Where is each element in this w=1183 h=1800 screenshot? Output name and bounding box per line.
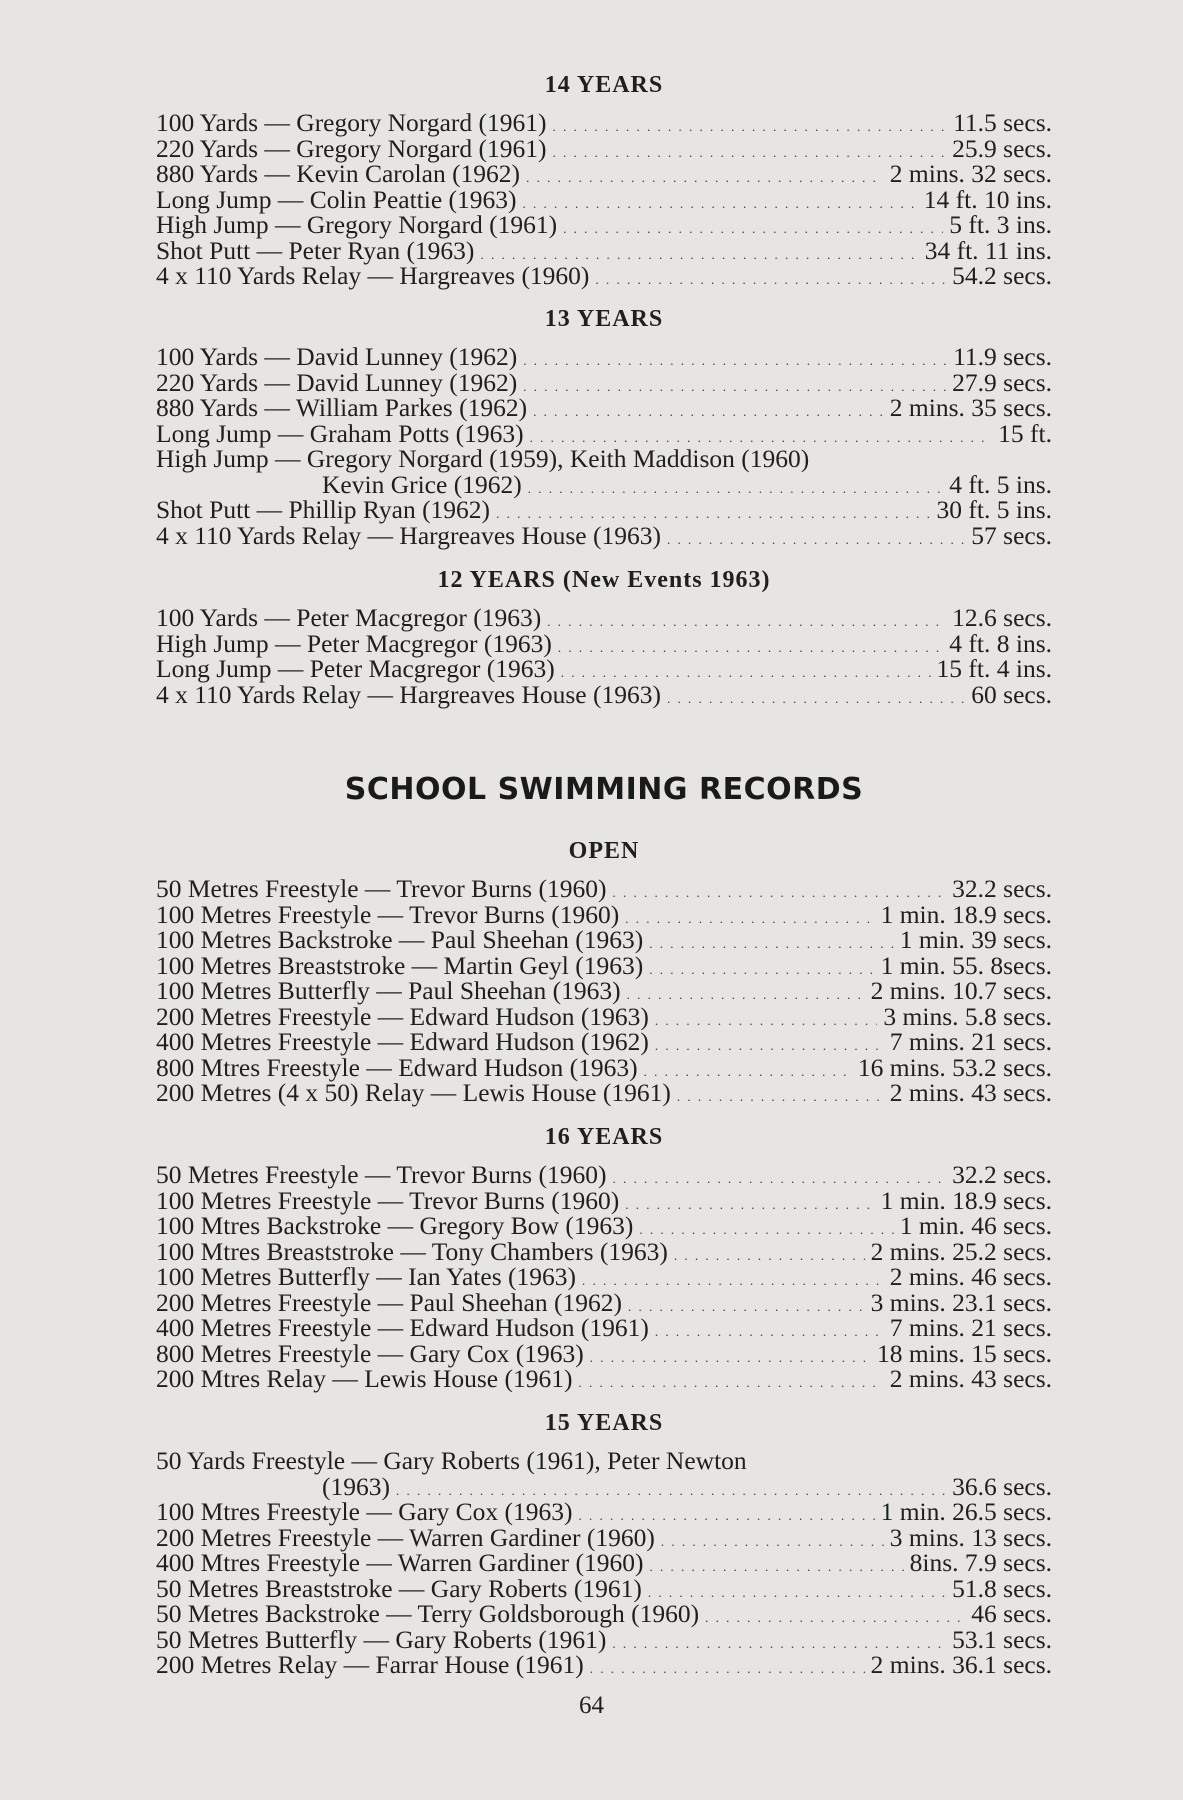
athletics-14-years-section: [156, 70, 1052, 289]
dot-leader: [590, 1656, 865, 1682]
record-event: High Jump — Peter Macgregor (1963): [156, 628, 552, 658]
dot-leader: [625, 906, 874, 932]
records-group: [156, 1499, 1052, 1678]
section-heading: 14 YEARS: [544, 72, 664, 98]
record-event: 4 x 110 Yards Relay — Hargreaves (1960): [156, 261, 590, 290]
record-event: 50 Metres Breaststroke — Gary Roberts (1961): [156, 1573, 642, 1603]
record-row: [156, 1338, 1052, 1368]
dot-leader: [563, 216, 943, 242]
record-event: 400 Metres Freestyle — Edward Hudson (1961): [156, 1313, 649, 1342]
record-value: 32.2 secs.: [952, 1160, 1052, 1189]
record-row: [156, 184, 1052, 214]
dot-leader: [558, 635, 943, 661]
record-row: [156, 1162, 1052, 1188]
record-row: [156, 1601, 1052, 1627]
record-row: [156, 679, 1052, 709]
record-row: [156, 927, 1052, 953]
record-value: 15 ft. 4 ins.: [936, 654, 1052, 683]
record-event: 100 Metres Breaststroke — Martin Geyl (1963): [156, 950, 644, 980]
record-value: 2 mins. 46 secs.: [889, 1262, 1052, 1291]
records-list: [156, 110, 1052, 289]
record-row: [156, 1080, 1052, 1106]
record-event: 50 Metres Backstroke — Terry Goldsborough (1960): [156, 1599, 700, 1628]
records-list: [156, 1448, 1052, 1678]
record-event: 800 Metres Freestyle — Gary Cox (1963): [156, 1338, 584, 1368]
record-event: 50 Metres Butterfly — Gary Roberts (1961): [156, 1624, 607, 1654]
record-row: [156, 628, 1052, 658]
swimming-15-years-section: [156, 1408, 1052, 1678]
record-row: [156, 1185, 1052, 1215]
record-row: [156, 395, 1052, 421]
record-event: High Jump — Gregory Norgard (1961): [156, 210, 558, 239]
record-row: [156, 656, 1052, 682]
record-value: 12.6 secs.: [952, 603, 1052, 632]
record-event: 50 Metres Freestyle — Trevor Burns (1960): [156, 1160, 607, 1189]
dot-leader: [661, 1529, 884, 1555]
record-row: [156, 367, 1052, 397]
dot-leader: [578, 1370, 883, 1396]
dot-leader: [528, 476, 944, 502]
record-value: 1 min. 39 secs.: [899, 925, 1052, 954]
record-row: [156, 344, 1052, 370]
record-value: 4 ft. 8 ins.: [949, 628, 1052, 658]
record-value: 7 mins. 21 secs.: [889, 1027, 1052, 1056]
record-row: [156, 1448, 1052, 1474]
record-event: 50 Metres Freestyle — Trevor Burns (1960): [156, 874, 607, 903]
record-value: 3 mins. 23.1 secs.: [870, 1287, 1052, 1317]
record-row: [156, 950, 1052, 980]
dot-leader: [523, 191, 918, 217]
records-group: [156, 344, 1052, 446]
section-heading: OPEN: [568, 838, 640, 864]
athletics-13-years-section: [156, 304, 1052, 548]
record-value: 34 ft. 11 ins.: [924, 235, 1052, 265]
record-value: 60 secs.: [971, 679, 1052, 709]
record-row: [156, 1001, 1052, 1031]
record-row-continued: [156, 469, 1052, 499]
dot-leader: [677, 1084, 884, 1110]
record-event: 400 Mtres Freestyle — Warren Gardiner (1960): [156, 1548, 644, 1577]
record-value: 46 secs.: [971, 1599, 1052, 1628]
dot-leader: [552, 114, 947, 140]
record-event: 200 Metres Freestyle — Edward Hudson (1963): [156, 1001, 649, 1031]
record-event: Kevin Grice (1962): [322, 469, 522, 499]
record-event: 100 Yards — Peter Macgregor (1963): [156, 603, 542, 632]
record-event: 50 Yards Freestyle — Gary Roberts (1961), Peter Newton: [156, 1446, 747, 1475]
record-value: 2 mins. 32 secs.: [889, 159, 1052, 188]
record-event: 200 Mtres Relay — Lewis House (1961): [156, 1364, 573, 1393]
record-value: 2 mins. 25.2 secs.: [870, 1236, 1052, 1266]
dot-leader: [639, 1217, 893, 1243]
record-event: 100 Mtres Freestyle — Gary Cox (1963): [156, 1497, 573, 1526]
record-event: 100 Mtres Breaststroke — Tony Chambers (1963): [156, 1236, 668, 1266]
record-event: 100 Metres Butterfly — Ian Yates (1963): [156, 1262, 576, 1291]
record-row: [156, 1499, 1052, 1525]
record-event: (1963): [322, 1471, 390, 1501]
dot-leader: [650, 1554, 904, 1580]
record-row: [156, 212, 1052, 238]
record-value: 51.8 secs.: [952, 1573, 1052, 1603]
record-event: 100 Mtres Backstroke — Gregory Bow (1963): [156, 1211, 634, 1240]
record-event: 100 Yards — Gregory Norgard (1961): [156, 108, 547, 137]
record-row: [156, 1029, 1052, 1055]
record-value: 25.9 secs.: [952, 133, 1052, 163]
record-row: [156, 1287, 1052, 1317]
record-value: 57 secs.: [971, 520, 1052, 550]
dot-leader: [628, 1294, 865, 1320]
dot-leader: [644, 1059, 852, 1085]
record-row: [156, 1522, 1052, 1552]
record-value: 11.9 secs.: [953, 342, 1052, 371]
dot-leader: [523, 374, 946, 400]
record-event: Shot Putt — Phillip Ryan (1962): [156, 495, 491, 524]
record-value: 11.5 secs.: [953, 108, 1052, 137]
dot-leader: [655, 1033, 884, 1059]
record-row: [156, 978, 1052, 1004]
record-event: 100 Yards — David Lunney (1962): [156, 342, 518, 371]
record-event: 220 Yards — Gregory Norgard (1961): [156, 133, 547, 163]
dot-leader: [526, 165, 884, 191]
record-row: [156, 1213, 1052, 1239]
record-value: 1 min. 46 secs.: [899, 1211, 1052, 1240]
record-event: High Jump — Gregory Norgard (1959), Keith Maddison (1960): [156, 444, 810, 473]
dot-leader: [667, 686, 965, 712]
dot-leader: [705, 1605, 965, 1631]
record-event: 100 Metres Backstroke — Paul Sheehan (1963): [156, 925, 644, 954]
record-row-continued: [156, 1471, 1052, 1501]
record-event: Long Jump — Colin Peattie (1963): [156, 184, 517, 214]
dot-leader: [523, 348, 947, 374]
record-row: [156, 520, 1052, 550]
dot-leader: [649, 957, 874, 983]
record-event: 880 Yards — William Parkes (1962): [156, 393, 528, 422]
dot-leader: [625, 1192, 874, 1218]
record-row: [156, 110, 1052, 136]
record-row: [156, 1652, 1052, 1678]
record-value: 30 ft. 5 ins.: [936, 495, 1052, 524]
section-heading: 16 YEARS: [544, 1124, 664, 1150]
dot-leader: [655, 1319, 884, 1345]
record-row: [156, 235, 1052, 265]
record-event: 200 Metres Freestyle — Paul Sheehan (1962): [156, 1287, 622, 1317]
athletics-12-years-section: [156, 565, 1052, 707]
record-event: 4 x 110 Yards Relay — Hargreaves House (1963): [156, 679, 661, 709]
record-value: 27.9 secs.: [952, 367, 1052, 397]
dot-leader: [533, 399, 884, 425]
page-number: 64: [579, 1692, 604, 1719]
record-value: 2 mins. 35 secs.: [889, 393, 1052, 422]
section-heading: 13 YEARS: [544, 306, 664, 332]
swimming-open-section: [156, 836, 1052, 1106]
record-value: 1 min. 26.5 secs.: [880, 1497, 1052, 1526]
record-value: 1 min. 18.9 secs.: [880, 1185, 1052, 1215]
record-value: 54.2 secs.: [952, 261, 1052, 290]
record-value: 15 ft.: [998, 418, 1052, 448]
record-row: [156, 418, 1052, 448]
record-event: 200 Metres Relay — Farrar House (1961): [156, 1650, 584, 1679]
record-row: [156, 1264, 1052, 1290]
record-row: [156, 1624, 1052, 1654]
record-event: 220 Yards — David Lunney (1962): [156, 367, 518, 397]
section-heading: 15 YEARS: [544, 1410, 664, 1436]
dot-leader: [595, 267, 946, 293]
record-event: 400 Metres Freestyle — Edward Hudson (1962): [156, 1027, 649, 1056]
record-event: 100 Metres Freestyle — Trevor Burns (1960): [156, 899, 620, 929]
record-row: [156, 161, 1052, 187]
dot-leader: [582, 1268, 884, 1294]
record-row: [156, 1052, 1052, 1082]
dot-leader: [627, 982, 865, 1008]
section-heading: 12 YEARS (New Events 1963): [437, 567, 771, 593]
record-value: 5 ft. 3 ins.: [949, 210, 1052, 239]
records-group: [156, 497, 1052, 548]
record-event: 200 Metres Freestyle — Warren Gardiner (1960): [156, 1522, 655, 1552]
record-row: [156, 497, 1052, 523]
record-value: 1 min. 55. 8secs.: [880, 950, 1052, 980]
records-list: [156, 605, 1052, 707]
dot-leader: [674, 1243, 865, 1269]
dot-leader: [649, 931, 893, 957]
record-event: 800 Mtres Freestyle — Edward Hudson (1963): [156, 1052, 638, 1082]
swimming-16-years-section: [156, 1122, 1052, 1392]
record-value: 7 mins. 21 secs.: [889, 1313, 1052, 1342]
dot-leader: [552, 140, 946, 166]
record-row: [156, 1366, 1052, 1392]
record-value: 16 mins. 53.2 secs.: [857, 1052, 1052, 1082]
record-value: 3 mins. 13 secs.: [889, 1522, 1052, 1552]
record-value: 8ins. 7.9 secs.: [909, 1548, 1052, 1577]
record-value: 1 min. 18.9 secs.: [880, 899, 1052, 929]
record-event: 200 Metres (4 x 50) Relay — Lewis House (1961): [156, 1078, 671, 1107]
dot-leader: [590, 1345, 871, 1371]
record-value: 32.2 secs.: [952, 874, 1052, 903]
record-value: 2 mins. 36.1 secs.: [870, 1650, 1052, 1679]
record-row: [156, 263, 1052, 289]
record-value: 3 mins. 5.8 secs.: [883, 1001, 1052, 1031]
records-list: [156, 1162, 1052, 1392]
record-value: 2 mins. 10.7 secs.: [870, 976, 1052, 1005]
record-row: [156, 1236, 1052, 1266]
record-event: 100 Metres Freestyle — Trevor Burns (1960): [156, 1185, 620, 1215]
record-row: [156, 1315, 1052, 1341]
record-event: Long Jump — Peter Macgregor (1963): [156, 654, 555, 683]
record-row: [156, 133, 1052, 163]
dot-leader: [667, 527, 965, 553]
record-event: Shot Putt — Peter Ryan (1963): [156, 235, 475, 265]
record-value: 53.1 secs.: [952, 1624, 1052, 1654]
record-event: 100 Metres Butterfly — Paul Sheehan (1963): [156, 976, 621, 1005]
records-list: [156, 876, 1052, 1106]
record-value: 36.6 secs.: [952, 1471, 1052, 1501]
record-value: 2 mins. 43 secs.: [889, 1364, 1052, 1393]
record-value: 2 mins. 43 secs.: [889, 1078, 1052, 1107]
record-row: [156, 1550, 1052, 1576]
dot-leader: [547, 609, 946, 635]
records-list: [156, 344, 1052, 548]
dot-leader: [655, 1008, 878, 1034]
record-row: [156, 899, 1052, 929]
record-value: 4 ft. 5 ins.: [949, 469, 1052, 499]
record-row: [156, 1573, 1052, 1603]
page-title: SCHOOL SWIMMING RECORDS: [344, 772, 864, 807]
record-event: 880 Yards — Kevin Carolan (1962): [156, 159, 521, 188]
record-value: 14 ft. 10 ins.: [923, 184, 1052, 214]
record-event: Long Jump — Graham Potts (1963): [156, 418, 524, 448]
record-value: 18 mins. 15 secs.: [877, 1338, 1052, 1368]
record-row: [156, 605, 1052, 631]
record-event: 4 x 110 Yards Relay — Hargreaves House (1963): [156, 520, 661, 550]
record-row: [156, 876, 1052, 902]
